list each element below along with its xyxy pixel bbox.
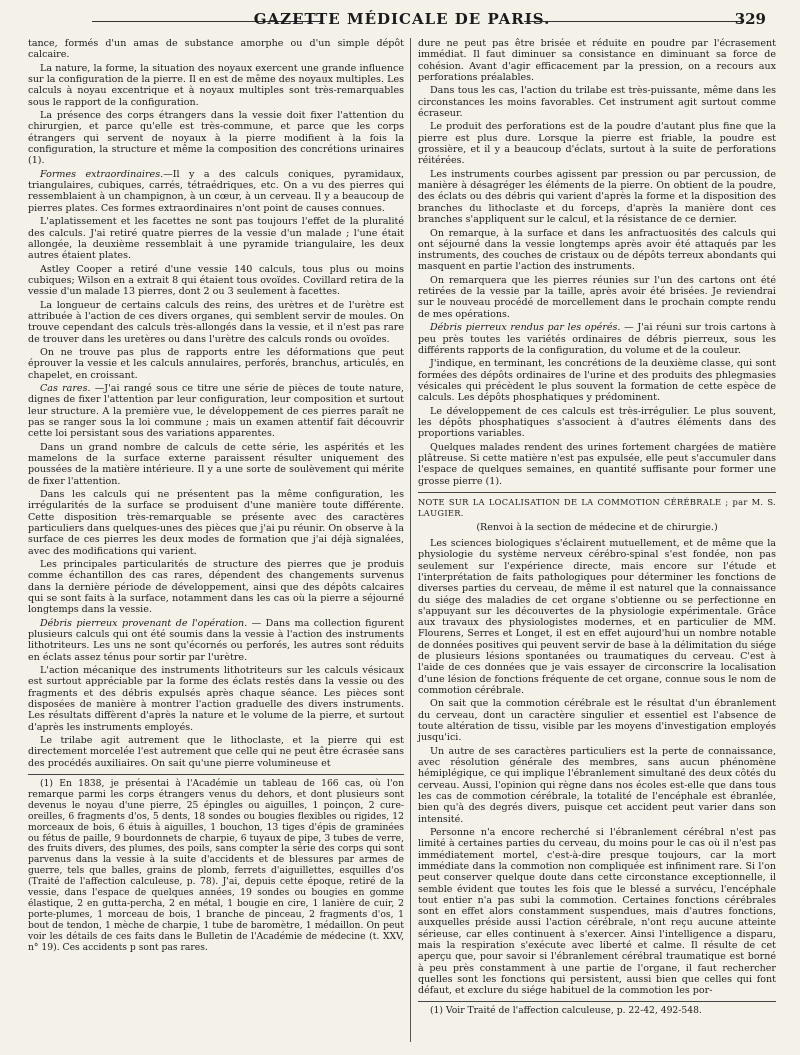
journal-title: GAZETTE MÉDICALE DE PARIS. [253, 10, 551, 28]
right-paragraph: On remarquera que les pierres réunies sur l'un des cartons ont été retirées de la vessie par la taille, après avoir été brisées. Je reviendrai sur le nouveau procédé de morcellement dans le prochain compte rendu de mes opérations. [418, 274, 776, 320]
section-heading: Débris pierreux rendus par les opérés. [430, 322, 621, 334]
left-paragraph: La longueur de certains calculs des reins, des urètres et de l'urètre est attribuée à l'action de ces divers organes, qui semblent servir de moules. On trouve cependant des calculs très-allongés dans la vessie, et il n'est pas rare de trouver dans les uretères ou dans l'urètre des calculs ronds ou ovoïdes. [28, 299, 404, 345]
footnote: (1) En 1838, je présentai à l'Académie un tableau de 166 cas, où l'on remarque parmi les corps étrangers venus du dehors, et dont plusieurs sont devenus le noyau d'une pierre, 25 épingles ou aiguilles, 1 poinçon, 2 cure-oreilles, 6 fragments d'os, 5 dents, 18 sondes ou bougies flexibles ou rigides, 12 morceaux de bois, 6 étuis à aiguilles, 1 bouchon, 13 tiges d'épis de graminées ou fétus de paille, 9 bourdonnets de charpie, 6 tuyaux de pipe, 3 tubes de verre, des fruits divers, des plumes, des poils, sans compter la série des corps qui sont parvenus dans la vessie à la suite d'accidents et de blessures par armes de guerre, tels que balles, grains de plomb, ferrets d'aiguillettes, esquilles d'os (Traité de l'affection calculeuse, p. 78). J'ai, depuis cette époque, retiré de la vessie, dans l'espace de quelques années, 19 sondes ou bougies en gomme élastique, 2 en gutta-percha, 2 en métal, 1 bougie en cire, 1 lanière de cuir, 2 porte-plumes, 1 morceau de bois, 1 branche de pinceau, 2 fragments d'os, 1 bout de tendon, 1 mèche de charpie, 1 tube de baromètre, 1 médaillon. On peut voir les détails de ces faits dans le Bulletin de l'Académie de médecine (t. XXV, n° 19). Ces accidents p sont pas rares. [28, 778, 404, 953]
section-heading: Formes extraordinaires. [40, 168, 164, 180]
header-rule-right [524, 21, 744, 22]
running-header [34, 8, 770, 34]
right-paragraph: dure ne peut pas être brisée et réduite en poudre par l'écrasement immédiat. Il faut diminuer sa consistance en diminuant sa force de cohésion. Avant d'agir efficacement par la pression, on a recours aux perforations préalables. [418, 38, 776, 83]
left-paragraph: La présence des corps étrangers dans la vessie doit fixer l'attention du chirurgien, et parce qu'elle est très-commune, et parce que les corps étrangers qui servent de noyaux à la pierre modifient à la fois la configuration, la structure et même la composition des concrétions urinaires (1). [28, 110, 404, 167]
left-paragraph: L'action mécanique des instruments lithotriteurs sur les calculs vésicaux est surtout appréciable par la forme des éclats restés dans la vessie ou des fragments et des débris expulsés après chaque séance. Les pièces sont disposées de manière à montrer l'action graduelle des divers instruments. Les résultats diffèrent d'après la nature et le volume de la pierre, et surtout d'après les instruments employés. [28, 665, 404, 733]
left-paragraph [28, 383, 404, 439]
right-paragraph: Un autre de ses caractères particuliers est la perte de connaissance, avec résolution générale des membres, sans aucun phénomène hémiplégique, ce qui implique l'ébranlement simultané des deux côtés du cerveau. Aussi, l'opinion qui règne dans nos écoles est-elle que dans tous les cas de commotion cérébrale, la totalité de l'encéphale est ébranlée, bien qu'à des degrés divers, puisque cet accident peut varier dans son intensité. [418, 745, 776, 825]
left-paragraph [28, 618, 404, 663]
right-paragraph: Les sciences biologiques s'éclairent mutuellement, et de même que la physiologie du système nerveux cérébro-spinal s'est fondée, non pas seulement sur l'expérience directe, mais encore sur l'étude et l'interprétation de faits pathologiques pour déterminer les fonctions de diverses parties du cerveau, de même il est naturel que la connaissance du siége des maladies de cet organe s'obtienne ou se perfectionne en s'appuyant sur les découvertes de la physiologie expérimentale. Grâce aux travaux des physiologistes modernes, et en particulier de MM. Flourens, Serres et Longet, il est en effet aujourd'hui un nombre notable de données positives qui peuvent servir de base à la délimitation du siége de plusieurs lésions spontanées ou traumatiques du cerveau. C'est à l'aide de ces données que je vais essayer de circonscrire la localisation d'une lésion de fonctions fréquente de cet organe, connue sous le nom de commotion cérébrale. [418, 538, 777, 696]
right-paragraph: Quelques malades rendent des urines fortement chargées de matière plâtreuse. Si cette matière n'est pas expulsée, elle peut s'accumuler dans l'espace de quelques semaines, en quantité suffisante pour former une grosse pierre (1). [418, 441, 776, 487]
left-paragraph: L'aplatissement et les facettes ne sont pas toujours l'effet de la pluralité des calculs. J'ai retiré quatre pierres de la vessie d'un malade ; l'une était allongée, la deuxième ressemblait à une pyramide triangulaire, les deux autres étaient plates. [28, 216, 404, 262]
right-paragraph: Le produit des perforations est de la poudre d'autant plus fine que la pierre est plus dure. Lorsque la pierre est friable, la poudre est grossière, et il y a beaucoup d'éclats, surtout à la suite de perforations réitérées. [418, 121, 776, 167]
right-column [418, 38, 776, 1048]
left-paragraph: Dans les calculs qui ne présentent pas la même configuration, les irrégularités de la surface se produisent d'une manière toute différente. Cette disposition très-remarquable se présente avec des caractères particuliers dans quelques-unes des pièces que j'ai pu réunir. On observe à la surface de ces pierres les deux modes de formation que j'ai déjà signalées, avec des modifications qui varient. [28, 489, 404, 557]
footnote-rule [28, 774, 404, 775]
footnote: (1) Voir Traité de l'affection calculeuse, p. 22-42, 492-548. [430, 1005, 702, 1017]
section-heading: Débris pierreux provenant de l'opération. [40, 617, 248, 629]
left-paragraph: Les principales particularités de structure des pierres que je produis comme échantillon des cas rares, dépendent des changements survenus dans la dernière période de développement, ainsi que des dépôts calcaires qui se sont faits à la surface, notamment dans les cas où la pierre a séjourné longtemps dans la vessie. [28, 559, 404, 616]
footnote-rule [418, 1001, 776, 1002]
left-paragraph: Le trilabe agit autrement que le lithoclaste, et la pierre qui est directement morcelée l'est autrement que celle qui ne peut être écrasée sans des procédés auxiliaires. On sait qu'une pierre volumineuse et [28, 735, 404, 769]
left-paragraph: On ne trouve pas plus de rapports entre les déformations que peut éprouver la vessie et les calculs annulaires, perforés, branchus, articulés, en chapelet, en croissant. [28, 347, 404, 381]
paragraph-body: — J'ai réuni sur trois cartons à peu près toutes les variétés ordinaires de débris pierreux, sous les différents rapports de la configuration, du volume et de la couleur. [418, 322, 776, 356]
left-paragraph: tance, formés d'un amas de substance amorphe ou d'un simple dépôt calcaire. [28, 38, 404, 61]
right-paragraph [418, 322, 776, 356]
right-paragraph: Personne n'a encore recherché si l'ébranlement cérébral n'est pas limité à certaines parties du cerveau, du moins pour le cas où il n'est pas immédiatement mortel, c'est-à-dire presque toujours, car la mort immédiate dans la commotion non compliquée est infiniment rare. Si l'on peut conserver quelque doute dans cette circonstance exceptionnelle, il semble évident que toutes les fois que le blessé a survécu, l'encéphale tout entier n'a pas subi la commotion. Certaines fonctions cérébrales sont en effet alors constamment suspendues, mais d'autres fonctions, auxquelles préside aussi l'action cérébrale, n'ont reçu aucune atteinte sérieuse, car elles continuent à s'exercer. Ainsi l'intelligence a disparu, mais la respiration s'exécute avec liberté et calme. Il résulte de cet aperçu que, pour savoir si l'ébranlement cérébral traumatique est borné à peu près constamment à une partie de l'organe, il faut rechercher quelles sont les fonctions qui persistent, aussi bien que celles qui font défaut, et exclure du siége habituel de la commotion les por- [418, 827, 776, 997]
left-paragraph [28, 169, 404, 214]
left-column [28, 38, 404, 1048]
left-paragraph: La nature, la forme, la situation des noyaux exercent une grande influence sur la configuration de la pierre. Il en est de même des noyaux multiples. Les calculs à noyau excentrique et à noyaux multiples sont très-remarquables sous le rapport de la configuration. [28, 62, 404, 108]
article-subtitle: (Renvoi à la section de médecine et de chirurgie.) [476, 521, 718, 533]
left-paragraph: Dans un grand nombre de calculs de cette série, les aspérités et les mamelons de la surface externe paraissent résulter uniquement des poussées de la matière intérieure. Il y a une sorte de soulèvement qui mérite de fixer l'attention. [28, 441, 404, 487]
right-paragraph: J'indique, en terminant, les concrétions de la deuxième classe, qui sont formées des dépôts ordinaires de l'urine et des produits des phlegmasies vésicales qui précèdent le plus souvent la formation de cette espèce de calculs. Les dépôts phosphatiques y prédominent. [418, 358, 776, 404]
page-number: 329 [734, 10, 766, 28]
right-paragraph: Le développement de ces calculs est très-irrégulier. Le plus souvent, les dépôts phosphatiques s'associent à d'autres éléments dans des proportions variables. [418, 405, 776, 440]
paragraph-body: — Dans ma collection figurent plusieurs calculs qui ont été soumis dans la vessie à l'action des instruments lithotriteurs. Les uns ne sont qu'écornés ou perforés, les autres sont réduits en éclats assez ténus pour sortir par l'urètre. [28, 617, 405, 663]
paragraph-body: —J'ai rangé sous ce titre une série de pièces de toute nature, dignes de fixer l'attention par leur configuration, leur composition et surtout leur structure. A la première vue, le développement de ces pierres paraît ne pas se ranger sous la loi commune ; mais un examen attentif fait découvrir cette loi persistant sous des variations apparentes. [28, 383, 404, 440]
left-paragraph: Astley Cooper a retiré d'une vessie 140 calculs, tous plus ou moins cubiques; Wilson en a extrait 8 qui étaient tous ovoïdes. Covillard retira de la vessie d'un malade 13 pierres, dont 2 ou 3 seulement à facettes. [28, 263, 404, 298]
right-paragraph: Dans tous les cas, l'action du trilabe est très-puissante, même dans les circonstances les moins favorables. Cet instrument agit surtout comme écraseur. [418, 85, 776, 119]
right-paragraph: On remarque, à la surface et dans les anfractuosités des calculs qui ont séjourné dans la vessie longtemps après avoir été attaqués par les instruments, des couches de cristaux ou de dépôts terreux abondants qui masquent en partie l'action des instruments. [418, 227, 776, 273]
section-heading: Cas rares. [40, 383, 91, 395]
column-divider [410, 38, 411, 1042]
article-title: NOTE SUR LA LOCALISATION DE LA COMMOTION CÉRÉBRALE ; par M. S. LAUGIER. [418, 496, 776, 519]
right-paragraph: On sait que la commotion cérébrale est le résultat d'un ébranlement du cerveau, dont un caractère singulier et essentiel est l'absence de toute altération de tissu, visible par les moyens d'investigation employés jusqu'ici. [418, 698, 776, 744]
right-paragraph: Les instruments courbes agissent par pression ou par percussion, de manière à désagréger les éléments de la pierre. On obtient de la poudre, des éclats ou des débris qui varient d'après la forme et la disposition des branches du lithoclaste et du forceps, d'après la manière dont ces branches s'appliquent sur le calcul, et la résistance de ce dernier. [418, 168, 776, 226]
paragraph-body: —Il y a des calculs coniques, pyramidaux, triangulaires, cubiques, carrés, tétraédriques, etc. On a vu des pierres qui ressemblaient à un champignon, à un cœur, à un cerveau. Il y a beaucoup de pierres plates. Ces formes extraordinaires n'ont point de causes connues. [28, 168, 404, 214]
section-rule [418, 492, 776, 493]
